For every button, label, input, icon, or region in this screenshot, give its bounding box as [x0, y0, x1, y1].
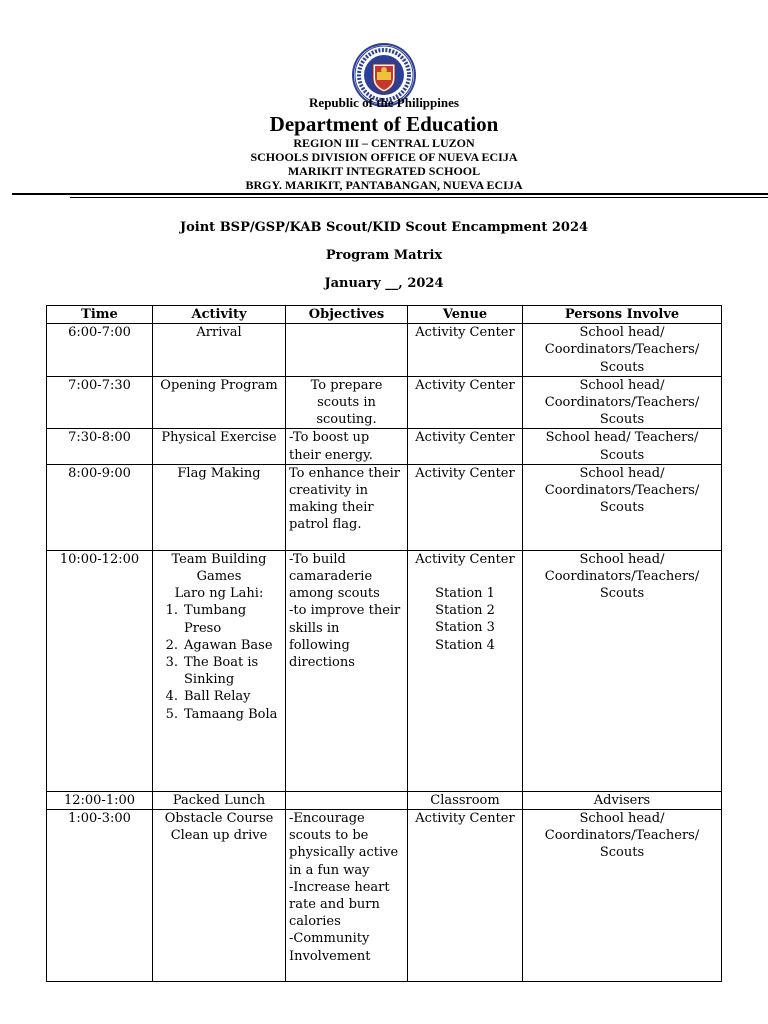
persons-cell: School head/ Coordinators/Teachers/ Scouts: [523, 324, 722, 377]
objective-line: -Community Involvement: [289, 931, 371, 964]
time-cell: 10:00-12:00: [47, 550, 153, 791]
objectives-cell: [286, 324, 408, 377]
column-header-venue: Venue: [408, 306, 523, 324]
table-row: [47, 810, 722, 982]
activity-cell: Opening Program: [153, 376, 286, 429]
persons-cell: School head/ Coordinators/Teachers/ Scouts: [523, 464, 722, 550]
objectives-cell: -To boost up their energy.: [286, 429, 408, 464]
time-cell: 8:00-9:00: [47, 464, 153, 550]
venue-cell: Activity Center: [408, 810, 523, 982]
venue-spacer: [411, 568, 519, 585]
school-name: MARIKIT INTEGRATED SCHOOL: [287, 164, 481, 178]
station-label: Station 3: [435, 620, 495, 636]
venue-name: Activity Center: [415, 551, 515, 567]
header-divider-thick: [12, 193, 768, 195]
list-item: 4. Ball Relay: [165, 689, 251, 705]
header-divider-thin: [70, 197, 768, 198]
persons-cell: Advisers: [523, 791, 722, 809]
column-header-activity: Activity: [153, 306, 286, 324]
objectives-cell: To prepare scouts in scouting.: [286, 376, 408, 429]
activity-subtitle: Laro ng Lahi:: [174, 586, 264, 602]
list-item: 5. Tamaang Bola: [165, 706, 278, 722]
activity-title: Obstacle Course: [164, 811, 274, 827]
venue-cell: [408, 550, 523, 791]
department-heading: Department of Education: [269, 112, 499, 136]
venue-cell: Activity Center: [408, 324, 523, 377]
activity-cell: Arrival: [153, 324, 286, 377]
table-row: [47, 376, 722, 429]
list-item: 1. Tumbang Preso: [165, 603, 247, 636]
venue-cell: Activity Center: [408, 429, 523, 464]
table-row: [47, 429, 722, 464]
objectives-cell: To enhance their creativity in making their patrol flag.: [286, 464, 408, 550]
document-title: Joint BSP/GSP/KAB Scout/KID Scout Encampment 2024: [179, 220, 589, 235]
activity-cell: Packed Lunch: [153, 791, 286, 809]
activity-title: Team Building Games: [171, 551, 267, 585]
table-row: [47, 324, 722, 377]
objectives-cell: [286, 550, 408, 791]
division-heading: SCHOOLS DIVISION OFFICE OF NUEVA ECIJA: [250, 150, 518, 164]
region-heading: REGION III – CENTRAL LUZON: [293, 136, 475, 150]
objective-line: -Increase heart rate and burn calories: [289, 879, 390, 930]
table-row: [47, 791, 722, 809]
persons-cell: School head/ Coordinators/Teachers/ Scouts: [523, 810, 722, 982]
time-cell: 12:00-1:00: [47, 791, 153, 809]
station-label: Station 1: [435, 586, 495, 602]
station-label: Station 2: [435, 603, 495, 619]
table-row: [47, 464, 722, 550]
table-row: [47, 550, 722, 791]
venue-cell: Classroom: [408, 791, 523, 809]
activity-cell: Physical Exercise: [153, 429, 286, 464]
time-cell: 1:00-3:00: [47, 810, 153, 982]
persons-cell: School head/ Coordinators/Teachers/ Scouts: [523, 376, 722, 429]
objectives-cell: [286, 791, 408, 809]
school-address: BRGY. MARIKIT, PANTABANGAN, NUEVA ECIJA: [245, 178, 523, 192]
venue-cell: Activity Center: [408, 376, 523, 429]
program-matrix-table: [46, 305, 722, 982]
venue-cell: Activity Center: [408, 464, 523, 550]
station-label: Station 4: [435, 637, 495, 653]
column-header-time: Time: [47, 306, 153, 324]
time-cell: 7:00-7:30: [47, 376, 153, 429]
time-cell: 7:30-8:00: [47, 429, 153, 464]
objective-line: -Encourage scouts to be physically active in a fun way: [289, 811, 399, 878]
objectives-cell: [286, 810, 408, 982]
activity-title: Clean up drive: [170, 828, 268, 844]
document-subtitle: Program Matrix: [325, 248, 443, 263]
persons-cell: School head/ Teachers/ Scouts: [523, 429, 722, 464]
column-header-persons: Persons Involve: [523, 306, 722, 324]
table-header-row: [47, 306, 722, 324]
activity-cell: [153, 810, 286, 982]
activity-cell: [153, 550, 286, 791]
document-date: January __, 2024: [324, 276, 444, 291]
list-item: 3. The Boat is Sinking: [165, 655, 259, 688]
games-list: [156, 602, 282, 722]
list-item: 2. Agawan Base: [165, 637, 273, 653]
republic-heading: Republic of the Philippines: [309, 95, 459, 110]
column-header-objectives: Objectives: [286, 306, 408, 324]
time-cell: 6:00-7:00: [47, 324, 153, 377]
persons-cell: School head/ Coordinators/Teachers/ Scouts: [523, 550, 722, 791]
activity-cell: Flag Making: [153, 464, 286, 550]
objective-line: -To build camaraderie among scouts: [289, 551, 380, 602]
objective-line: -to improve their skills in following directions: [289, 603, 401, 671]
